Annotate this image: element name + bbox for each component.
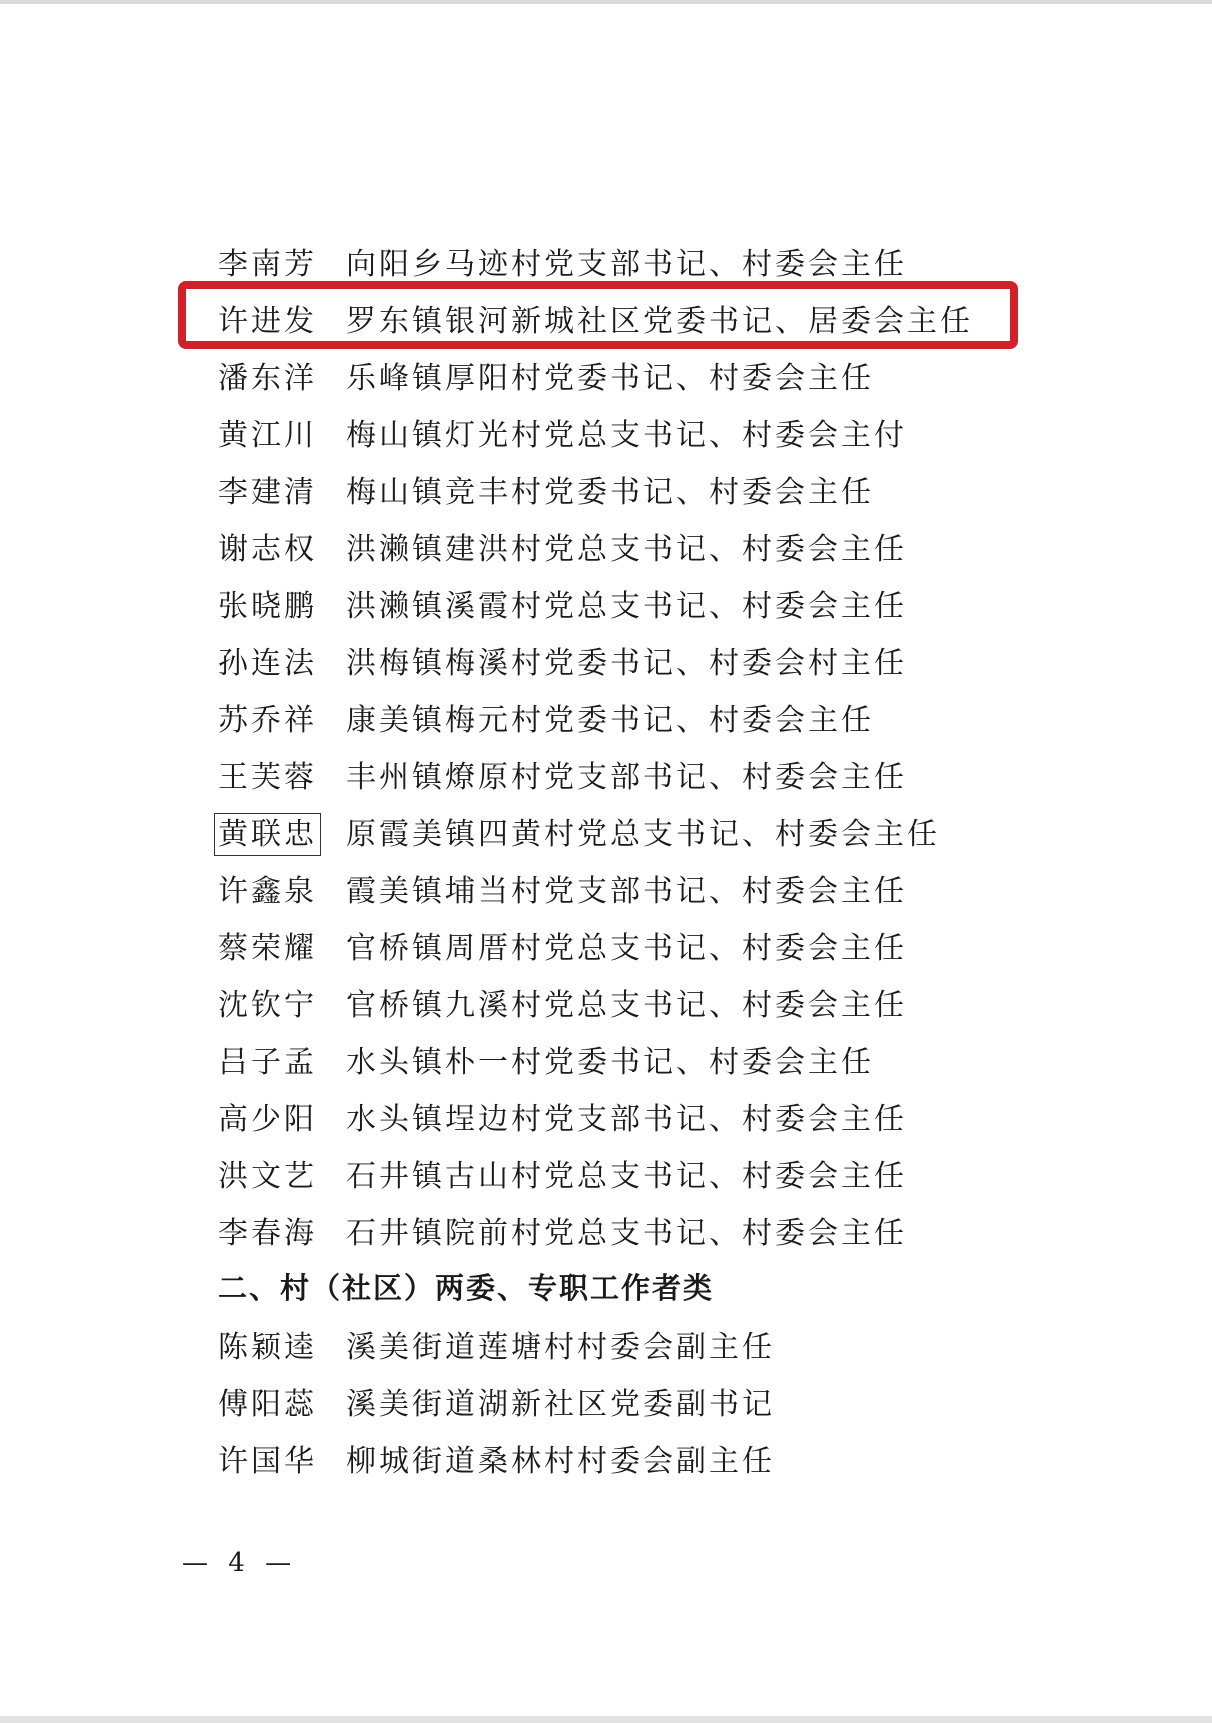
person-name: 洪文艺: [218, 1158, 317, 1194]
name-box: 黄联忠: [218, 816, 317, 852]
person-role: 罗东镇银河新城社区党委书记、居委会主任: [346, 303, 973, 339]
person-role: 洪梅镇梅溪村党委书记、村委会村主任: [346, 645, 907, 681]
person-name: 吕子孟: [218, 1044, 317, 1080]
person-name: 张晓鹏: [218, 588, 317, 624]
list-item: [218, 403, 1038, 460]
person-role: 梅山镇竞丰村党委书记、村委会主任: [346, 474, 874, 510]
person-role: 丰州镇燎原村党支部书记、村委会主任: [346, 759, 907, 795]
person-role: 水头镇朴一村党委书记、村委会主任: [346, 1044, 874, 1080]
list-item: [218, 1030, 1038, 1087]
person-name: 谢志权: [218, 531, 317, 567]
person-name: 傅阳蕊: [218, 1386, 317, 1422]
list-item: [218, 1201, 1038, 1258]
person-role: 溪美街道湖新社区党委副书记: [346, 1386, 775, 1422]
person-role: 石井镇院前村党总支书记、村委会主任: [346, 1215, 907, 1251]
person-name: 许进发: [218, 303, 317, 339]
list-item: [218, 346, 1038, 403]
person-name: 孙连法: [218, 645, 317, 681]
person-role: 洪濑镇溪霞村党总支书记、村委会主任: [346, 588, 907, 624]
list-item: [218, 1144, 1038, 1201]
person-name-boxed: [218, 809, 346, 853]
person-name: 黄江川: [218, 417, 317, 453]
person-role: 乐峰镇厚阳村党委书记、村委会主任: [346, 360, 874, 396]
person-name: 蔡荣耀: [218, 930, 317, 966]
person-role: 原霞美镇四黄村党总支书记、村委会主任: [346, 816, 940, 852]
list-item: [218, 1315, 1038, 1372]
person-name: 李建清: [218, 474, 317, 510]
list-item: [218, 517, 1038, 574]
person-name: 苏乔祥: [218, 702, 317, 738]
page-top-edge: [0, 0, 1212, 4]
person-role: 官桥镇周厝村党总支书记、村委会主任: [346, 930, 907, 966]
list-item: [218, 973, 1038, 1030]
person-name: 许鑫泉: [218, 873, 317, 909]
list-item: [218, 859, 1038, 916]
person-name: 陈颖逵: [218, 1329, 317, 1365]
list-item: [218, 232, 1038, 289]
person-name: 沈钦宁: [218, 987, 317, 1023]
page-bottom-edge: [0, 1716, 1212, 1723]
list-item: [218, 1087, 1038, 1144]
list-item: [218, 631, 1038, 688]
page-number: — 4 —: [182, 1548, 298, 1578]
person-name: 高少阳: [218, 1101, 317, 1137]
list-item: [218, 460, 1038, 517]
person-role: 梅山镇灯光村党总支书记、村委会主付: [346, 417, 907, 453]
person-name: 潘东洋: [218, 360, 317, 396]
person-role: 水头镇埕边村党支部书记、村委会主任: [346, 1101, 907, 1137]
list-item-highlighted: [218, 289, 1038, 346]
person-name: 许国华: [218, 1443, 317, 1479]
person-role: 洪濑镇建洪村党总支书记、村委会主任: [346, 531, 907, 567]
name-list: [218, 232, 1038, 1486]
section-heading: 二、村（社区）两委、专职工作者类: [218, 1271, 715, 1305]
person-role: 溪美街道莲塘村村委会副主任: [346, 1329, 775, 1365]
person-name: 王芙蓉: [218, 759, 317, 795]
person-role: 石井镇古山村党总支书记、村委会主任: [346, 1158, 907, 1194]
list-item: [218, 916, 1038, 973]
person-role: 霞美镇埔当村党支部书记、村委会主任: [346, 873, 907, 909]
person-name: 李春海: [218, 1215, 317, 1251]
person-role: 官桥镇九溪村党总支书记、村委会主任: [346, 987, 907, 1023]
person-role: 柳城街道桑林村村委会副主任: [346, 1443, 775, 1479]
list-item: [218, 574, 1038, 631]
list-item: [218, 1372, 1038, 1429]
list-item: [218, 802, 1038, 859]
person-role: 康美镇梅元村党委书记、村委会主任: [346, 702, 874, 738]
list-item: [218, 1429, 1038, 1486]
person-role: 向阳乡马迹村党支部书记、村委会主任: [346, 246, 907, 282]
list-item: [218, 688, 1038, 745]
list-item: [218, 745, 1038, 802]
person-name: 李南芳: [218, 246, 317, 282]
